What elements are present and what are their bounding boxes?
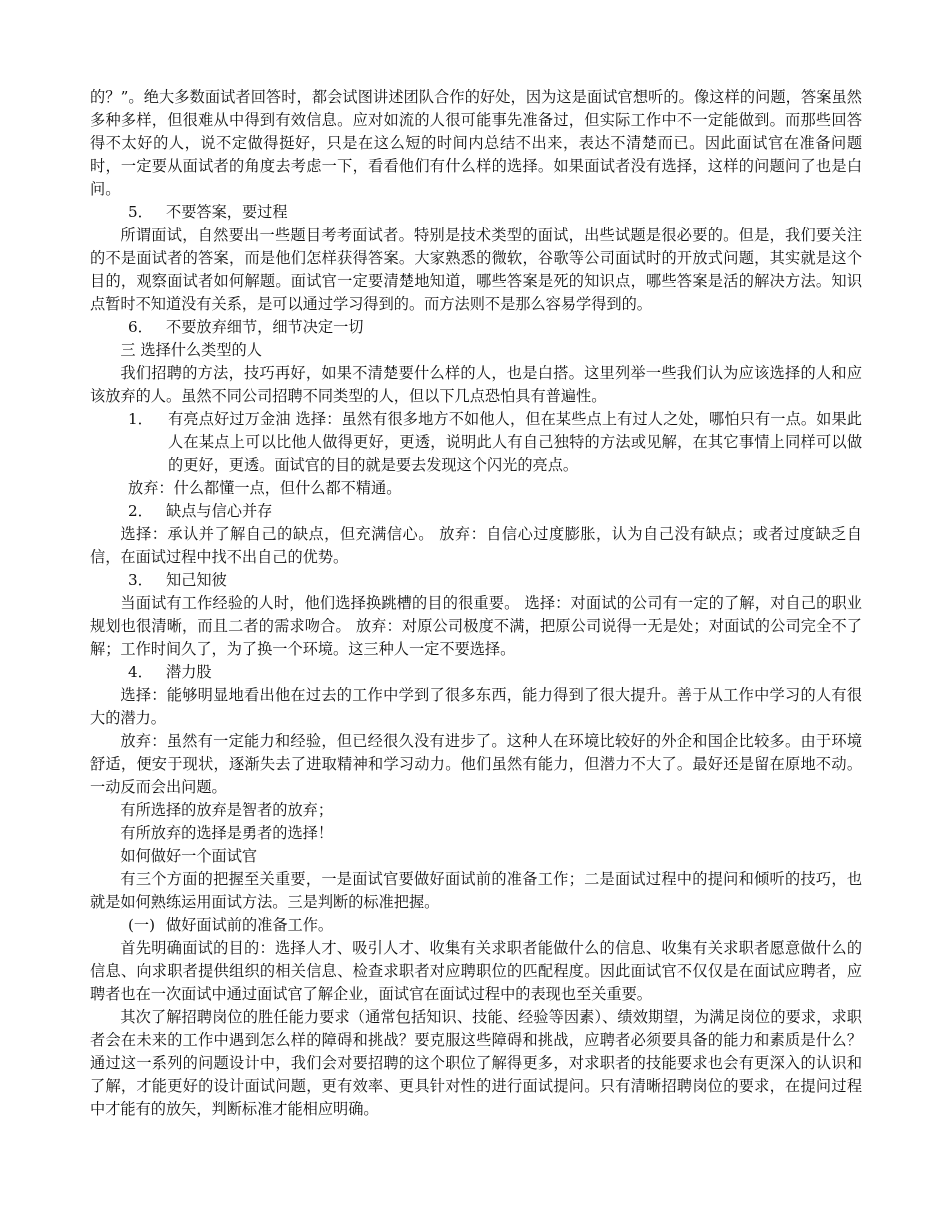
paragraph-what-people: 我们招聘的方法，技巧再好，如果不清楚要什么样的人，也是白搭。这里列举一些我们认为应该选择的人和应该放弃的人。虽然不同公司招聘不同类型的人，但以下几点恐怕具有普遍性。 [90,364,862,405]
item-4-drop: 放弃：虽然有一定能力和经验，但已经很久没有进步了。这种人在环境比较好的外企和国企比较多。由于环境舒适，便安于现状，逐渐失去了进取精神和学习动力。他们虽然有能力，但潜力不大了。最好还是留在原地不动。一动反而会出问题。 [90,732,862,796]
item-title: 不要答案，要过程 [166,203,288,221]
item-number: 6． [128,318,153,336]
quote-line-2: 有所放弃的选择是勇者的选择！ [120,824,334,842]
list-item-4 [90,661,862,684]
list-item-1 [90,408,862,477]
item-text: 有亮点好过万金油 选择：虽然有很多地方不如他人，但在某些点上有过人之处，哪怕只有一点。如果此人在某点上可以比他人做得更好，更透，说明此人有自己独特的方法或见解，在其它事情上同样可以做的更好，更透。面试官的目的就是要去发现这个闪光的亮点。 [168,410,862,474]
item-number: 5． [128,203,153,221]
item-2-body: 选择：承认并了解自己的缺点，但充满信心。 放弃：自信心过度膨胀，认为自己没有缺点；或者过度缺乏自信，在面试过程中找不出自己的优势。 [90,525,862,566]
section-title-interviewer: 如何做好一个面试官 [120,847,258,865]
subsection-number: (一) [128,916,156,934]
paragraph-three-aspects: 有三个方面的把握至关重要，一是面试官要做好面试前的准备工作；二是面试过程中的提问和倾听的技巧，也就是如何熟练运用面试方法。三是判断的标准把握。 [90,870,862,911]
item-title: 潜力股 [166,663,212,681]
item-1-drop: 放弃：什么都懂一点，但什么都不精通。 [128,479,402,497]
item-number: 2． [128,502,153,520]
paragraph-purpose: 首先明确面试的目的：选择人才、吸引人才、收集有关求职者能做什么的信息、收集有关求职者愿意做什么的信息、向求职者提供组织的相关信息、检查求职者对应聘职位的匹配程度。因此面试官不仅仅是在面试应聘者，应聘者也在一次面试中通过面试官了解企业，面试官在面试过程中的表现也至关重要。 [90,939,862,1003]
item-number: 1． [128,410,153,428]
item-number: 4． [128,663,153,681]
item-title: 缺点与信心并存 [166,502,273,520]
subsection-heading-1 [90,914,862,937]
item-3-body: 当面试有工作经验的人时，他们选择换跳槽的目的很重要。 选择：对面试的公司有一定的了解，对自己的职业规划也很清晰，而且二者的需求吻合。 放弃：对原公司极度不满，把原公司说得一无是处；对面试的公司完全不了解；工作时间久了，为了换一个环境。这三种人一定不要选择。 [90,594,862,658]
heading-item-5 [90,201,862,224]
item-title: 知己知彼 [166,571,227,589]
heading-item-6 [90,316,862,339]
item-title: 不要放弃细节，细节决定一切 [166,318,364,336]
item-number: 3． [128,571,153,589]
section-heading-3: 三 选择什么类型的人 [120,341,262,359]
list-item-3 [90,569,862,592]
list-item-2 [90,500,862,523]
paragraph-team-question: 的？”。绝大多数面试者回答时，都会试图讲述团队合作的好处，因为这是面试官想听的。像这样的问题，答案虽然多种多样，但很难从中得到有效信息。应对如流的人很可能事先准备过，但实际工作中不一定能做到。而那些回答得不太好的人，说不定做得挺好，只是在这么短的时间内总结不出来，表达不清楚而已。因此面试官在准备问题时，一定要从面试者的角度去考虑一下，看看他们有什么样的选择。如果面试者没有选择，这样的问题问了也是白问。 [90,88,862,198]
subsection-title: 做好面试前的准备工作。 [166,916,334,934]
paragraph-process: 所谓面试，自然要出一些题目考考面试者。特别是技术类型的面试，出些试题是很必要的。但是，我们要关注的不是面试者的答案，而是他们怎样获得答案。大家熟悉的微软，谷歌等公司面试时的开放式问题，其实就是这个目的，观察面试者如何解题。面试官一定要清楚地知道，哪些答案是死的知识点，哪些答案是活的解决方法。知识点暂时不知道没有关系，是可以通过学习得到的。而方法则不是那么容易学得到的。 [90,226,862,313]
quote-line-1: 有所选择的放弃是智者的放弃； [120,801,334,819]
paragraph-requirements: 其次了解招聘岗位的胜任能力要求（通常包括知识、技能、经验等因素）、绩效期望，为满足岗位的要求，求职者会在未来的工作中遇到怎么样的障碍和挑战？要克服这些障碍和挑战，应聘者必须要具备的能力和素质是什么？通过这一系列的问题设计中，我们会对要招聘的这个职位了解得更多，对求职者的技能要求也会有更深入的认识和了解，才能更好的设计面试问题，更有效率、更具针对性的进行面试提问。只有清晰招聘岗位的要求，在提问过程中才能有的放矢，判断标准才能相应明确。 [90,1008,862,1118]
item-4-choose: 选择：能够明显地看出他在过去的工作中学到了很多东西，能力得到了很大提升。善于从工作中学习的人有很大的潜力。 [90,686,862,727]
